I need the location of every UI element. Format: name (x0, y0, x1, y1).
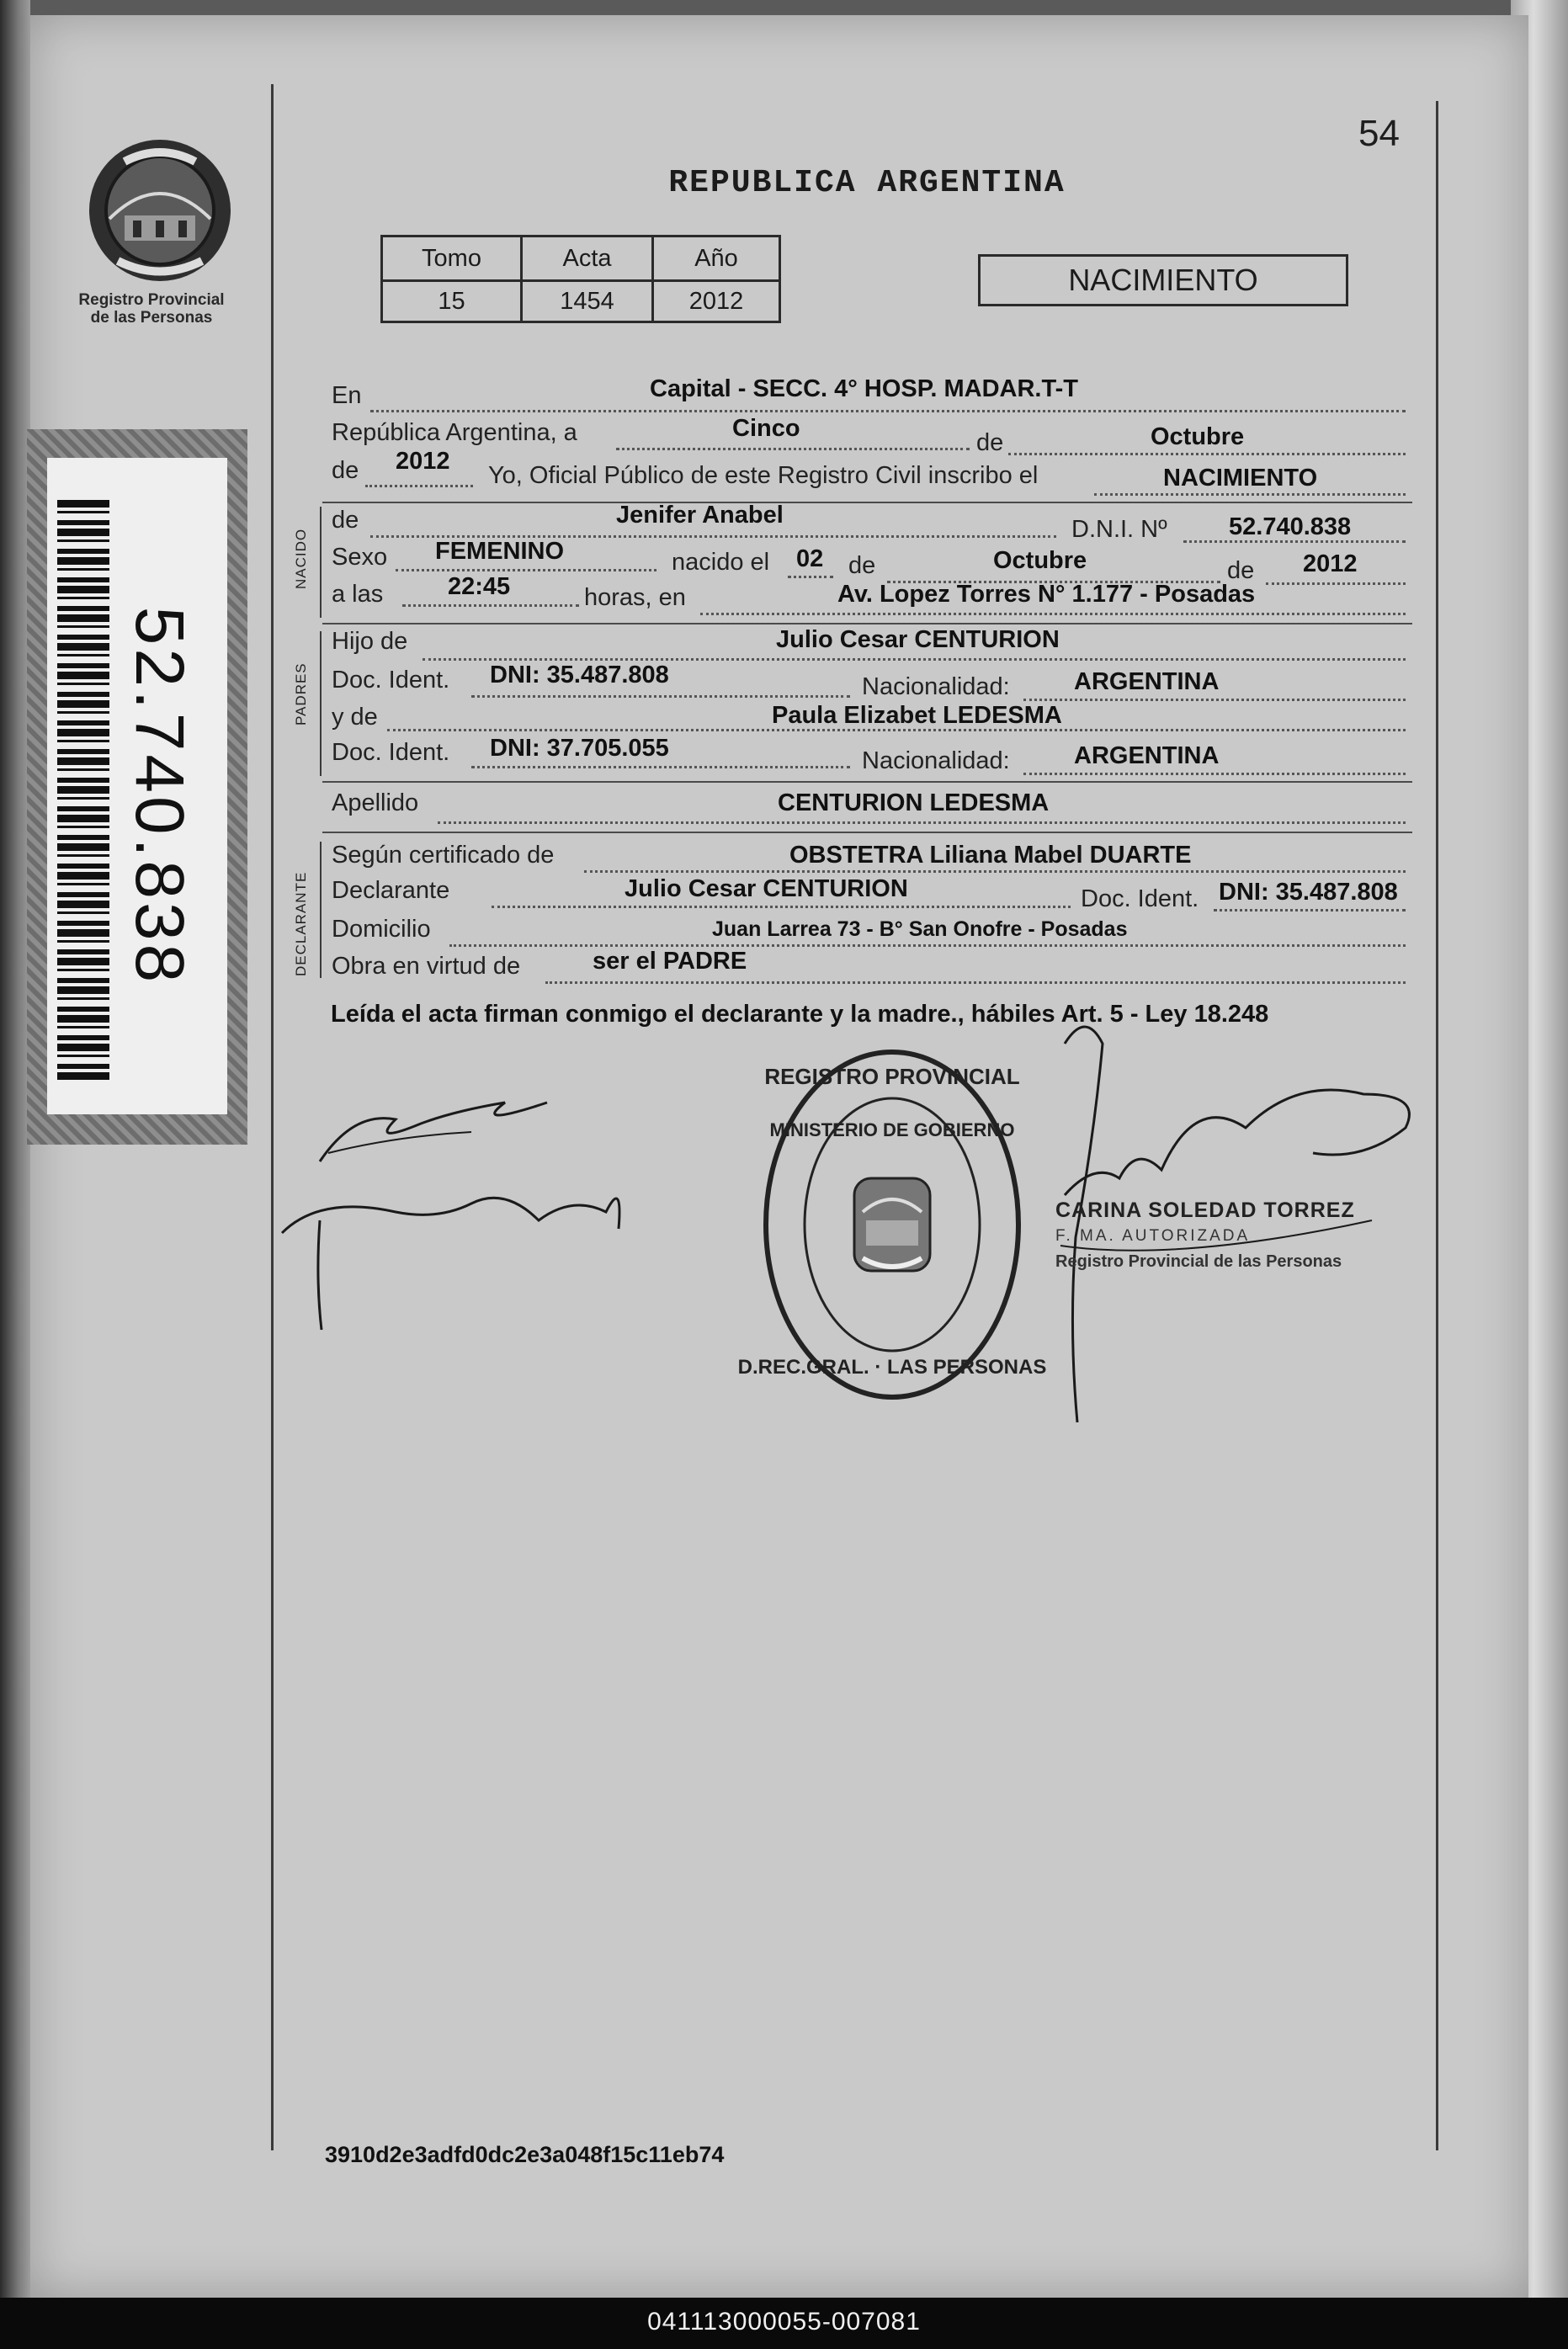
anio-dots (365, 485, 473, 487)
nacido-section-label: NACIDO (293, 528, 309, 589)
declarante-value: Julio Cesar CENTURION (625, 875, 908, 902)
registry-label-line1: Registro Provincial (78, 291, 225, 309)
hijo-label: Hijo de (332, 628, 408, 655)
right-margin-line (1436, 101, 1438, 2150)
footer-id: 041113000055-007081 (647, 2308, 921, 2336)
svg-text:MINISTERIO DE GOBIERNO: MINISTERIO DE GOBIERNO (769, 1119, 1015, 1140)
mes-value: Octubre (1151, 423, 1245, 450)
tomo-value: 15 (382, 281, 522, 322)
segun-value: OBSTETRA Liliana Mabel DUARTE (789, 842, 1192, 869)
dni-label: D.N.I. Nº (1071, 516, 1167, 543)
hora-dots (402, 604, 579, 607)
dni-value: 52.740.838 (1229, 513, 1352, 540)
apellido-label: Apellido (332, 789, 419, 816)
registry-label-line2: de las Personas (90, 309, 213, 327)
official-office: Registro Provincial de las Personas (1055, 1252, 1342, 1271)
doc1-label: Doc. Ident. (332, 667, 450, 694)
sexo-dots (396, 569, 656, 571)
nacido-section-bar (320, 507, 322, 618)
nac2-value: ARGENTINA (1074, 742, 1220, 769)
nac-anio-dots (1266, 582, 1406, 585)
nac-dia-dots (788, 576, 833, 578)
official-role: F. MA. AUTORIZADA (1055, 1227, 1251, 1245)
apellido-dots (438, 821, 1406, 824)
tomo-header: Tomo (382, 236, 522, 281)
document-type-box: NACIMIENTO (978, 254, 1348, 306)
obra-label: Obra en virtud de (332, 953, 521, 980)
acta-header: Acta (522, 236, 653, 281)
segun-label: Según certificado de (332, 842, 555, 869)
domicilio-value: Juan Larrea 73 - B° San Onofre - Posadas (712, 917, 1128, 941)
book-binding (0, 0, 30, 2314)
hora-value: 22:45 (448, 573, 511, 600)
closing-text: Leída el acta firman conmigo el declarante y la madre., hábiles Art. 5 - Ley 18.248 (331, 1001, 1269, 1028)
doc1-dots (471, 695, 850, 698)
doc3-dots (1214, 909, 1406, 911)
divider-apellido-top (322, 781, 1412, 783)
nac1-label: Nacionalidad: (862, 673, 1010, 700)
domicilio-label: Domicilio (332, 916, 431, 943)
apellido-value: CENTURION LEDESMA (778, 789, 1050, 816)
nac-dia-value: 02 (796, 545, 824, 572)
svg-text:D.REC.GRAL. · LAS PERSONAS: D.REC.GRAL. · LAS PERSONAS (737, 1356, 1047, 1379)
lugar-dots (700, 613, 1406, 615)
domicilio-dots (449, 944, 1406, 947)
nac-mes-value: Octubre (993, 547, 1087, 574)
nac1-dots (1023, 699, 1406, 701)
nac-de2-label: de (1227, 557, 1255, 584)
horas-label: horas, en (584, 584, 686, 611)
nombre-value: Jenifer Anabel (616, 502, 784, 529)
registry-label (59, 291, 244, 327)
official-seal-stamp (737, 1044, 1047, 1406)
divider-nacido-top (322, 502, 1412, 503)
sexo-label: Sexo (332, 544, 388, 571)
nac1-value: ARGENTINA (1074, 668, 1220, 695)
sexo-value: FEMENINO (435, 538, 565, 565)
acta-value: 1454 (522, 281, 653, 322)
obra-dots (545, 981, 1406, 984)
declarante-section-label: DECLARANTE (293, 871, 309, 976)
republica-label: República Argentina, a (332, 419, 577, 446)
yde-label: y de (332, 704, 378, 731)
nacido-label: nacido el (672, 549, 770, 576)
nombre-label: de (332, 507, 359, 534)
nac-de-label: de (848, 552, 876, 579)
en-dots (370, 410, 1406, 412)
de2-label: de (332, 457, 359, 484)
barcode-sticker-inner (47, 458, 227, 1114)
doc2-dots (471, 766, 850, 768)
anio-value: 2012 (396, 448, 450, 475)
en-value: Capital - SECC. 4° HOSP. MADAR.T-T (650, 375, 1078, 402)
padres-section-label: PADRES (293, 662, 309, 725)
doc1-value: DNI: 35.487.808 (490, 662, 669, 688)
alas-label: a las (332, 581, 384, 608)
dia-dots (616, 448, 970, 450)
padres-section-bar (320, 631, 322, 776)
misiones-coat-of-arms-logo (84, 135, 236, 286)
nac2-label: Nacionalidad: (862, 747, 1010, 774)
de-label: de (976, 429, 1004, 456)
obra-value: ser el PADRE (593, 948, 747, 975)
inscribo-dots (1094, 493, 1406, 496)
divider-padres-top (322, 623, 1412, 624)
doc3-value: DNI: 35.487.808 (1219, 879, 1398, 906)
dia-value: Cinco (732, 415, 800, 442)
reference-table (380, 235, 781, 323)
nac-anio-value: 2012 (1303, 550, 1358, 577)
madre-value: Paula Elizabet LEDESMA (772, 702, 1062, 729)
sticker-dni-number: 52.740.838 (121, 606, 198, 986)
doc2-value: DNI: 37.705.055 (490, 735, 669, 762)
lugar-value: Av. Lopez Torres N° 1.177 - Posadas (837, 581, 1256, 608)
en-label: En (332, 382, 362, 409)
padre-dots (423, 658, 1406, 661)
svg-text:REGISTRO PROVINCIAL: REGISTRO PROVINCIAL (764, 1064, 1020, 1089)
mes-dots (1008, 453, 1406, 455)
anio-value: 2012 (653, 281, 780, 322)
barcode (57, 500, 109, 1081)
declarante-dots (492, 906, 1071, 908)
doc2-label: Doc. Ident. (332, 739, 450, 766)
doc3-label: Doc. Ident. (1081, 885, 1199, 912)
document-hash: 3910d2e3adfd0dc2e3a048f15c11eb74 (325, 2142, 725, 2167)
declarante-section-bar (320, 842, 322, 978)
barcode-sticker (27, 429, 247, 1145)
page-number: 54 (1358, 113, 1400, 154)
inscribo-value: NACIMIENTO (1163, 465, 1318, 492)
country-title: REPUBLICA ARGENTINA (668, 165, 1066, 201)
anio-header: Año (653, 236, 780, 281)
padre-value: Julio Cesar CENTURION (776, 626, 1060, 653)
yo-label: Yo, Oficial Público de este Registro Civil inscribo el (488, 462, 1039, 489)
left-margin-line (271, 84, 274, 2150)
segun-dots (584, 870, 1406, 873)
nac2-dots (1023, 773, 1406, 775)
divider-declarante-top (322, 832, 1412, 833)
declarante-label: Declarante (332, 877, 450, 904)
official-name: CARINA SOLEDAD TORREZ (1055, 1198, 1355, 1222)
